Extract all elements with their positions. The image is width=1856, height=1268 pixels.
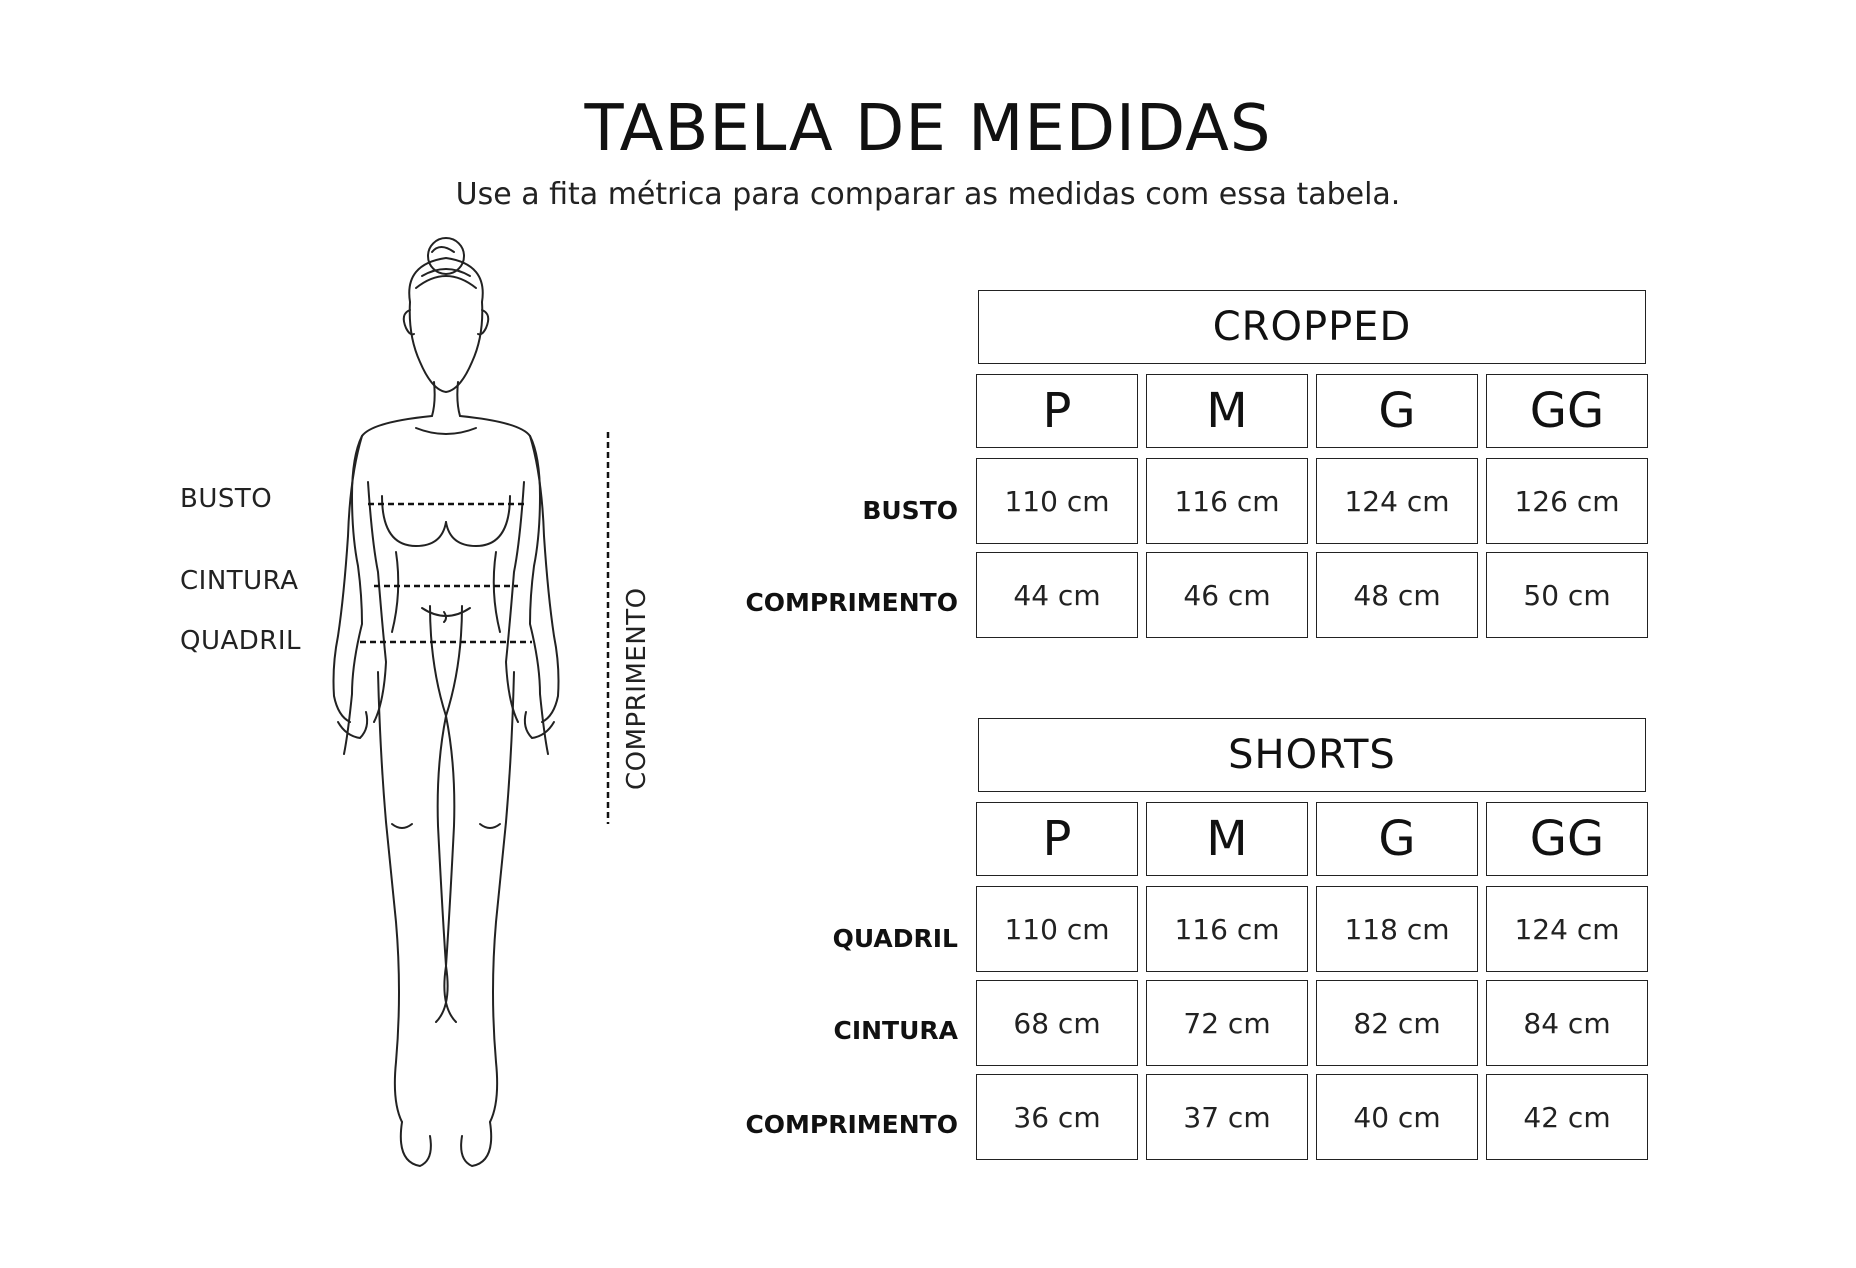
table-cell: 82 cm (1316, 980, 1478, 1066)
table-cell: 42 cm (1486, 1074, 1648, 1160)
table-cell: 50 cm (1486, 552, 1648, 638)
table-cell: 48 cm (1316, 552, 1478, 638)
table-title: CROPPED (978, 290, 1646, 364)
table-cell: 126 cm (1486, 458, 1648, 544)
comprimento-measure-label: COMPRIMENTO (622, 587, 652, 790)
size-header-p: P (976, 802, 1138, 876)
shorts-size-table (730, 718, 1690, 1168)
row-label: CINTURA (833, 1016, 958, 1045)
table-cell: 72 cm (1146, 980, 1308, 1066)
table-cell: 116 cm (1146, 458, 1308, 544)
busto-measure-label: BUSTO (180, 484, 273, 514)
table-cell: 124 cm (1486, 886, 1648, 972)
table-cell: 84 cm (1486, 980, 1648, 1066)
row-label: COMPRIMENTO (745, 1110, 958, 1139)
table-cell: 44 cm (976, 552, 1138, 638)
table-title: SHORTS (978, 718, 1646, 792)
row-label: BUSTO (862, 496, 958, 525)
table-cell: 110 cm (976, 458, 1138, 544)
page-subtitle: Use a fita métrica para comparar as medidas com essa tabela. (455, 177, 1401, 212)
table-cell: 68 cm (976, 980, 1138, 1066)
table-cell: 124 cm (1316, 458, 1478, 544)
body-figure (160, 232, 680, 1192)
size-header-g: G (1316, 802, 1478, 876)
table-cell: 37 cm (1146, 1074, 1308, 1160)
size-header-p: P (976, 374, 1138, 448)
female-silhouette-illustration (160, 232, 680, 1192)
size-header-gg: GG (1486, 802, 1648, 876)
table-cell: 116 cm (1146, 886, 1308, 972)
table-cell: 36 cm (976, 1074, 1138, 1160)
size-header-gg: GG (1486, 374, 1648, 448)
table-cell: 40 cm (1316, 1074, 1478, 1160)
row-label: COMPRIMENTO (745, 588, 958, 617)
row-label: QUADRIL (832, 924, 958, 953)
size-header-g: G (1316, 374, 1478, 448)
table-cell: 118 cm (1316, 886, 1478, 972)
cintura-measure-label: CINTURA (180, 566, 299, 596)
quadril-measure-label: QUADRIL (180, 626, 302, 656)
cropped-size-table (730, 290, 1690, 650)
size-header-m: M (1146, 802, 1308, 876)
page-title: TABELA DE MEDIDAS (584, 92, 1272, 166)
size-header-m: M (1146, 374, 1308, 448)
table-cell: 110 cm (976, 886, 1138, 972)
table-cell: 46 cm (1146, 552, 1308, 638)
